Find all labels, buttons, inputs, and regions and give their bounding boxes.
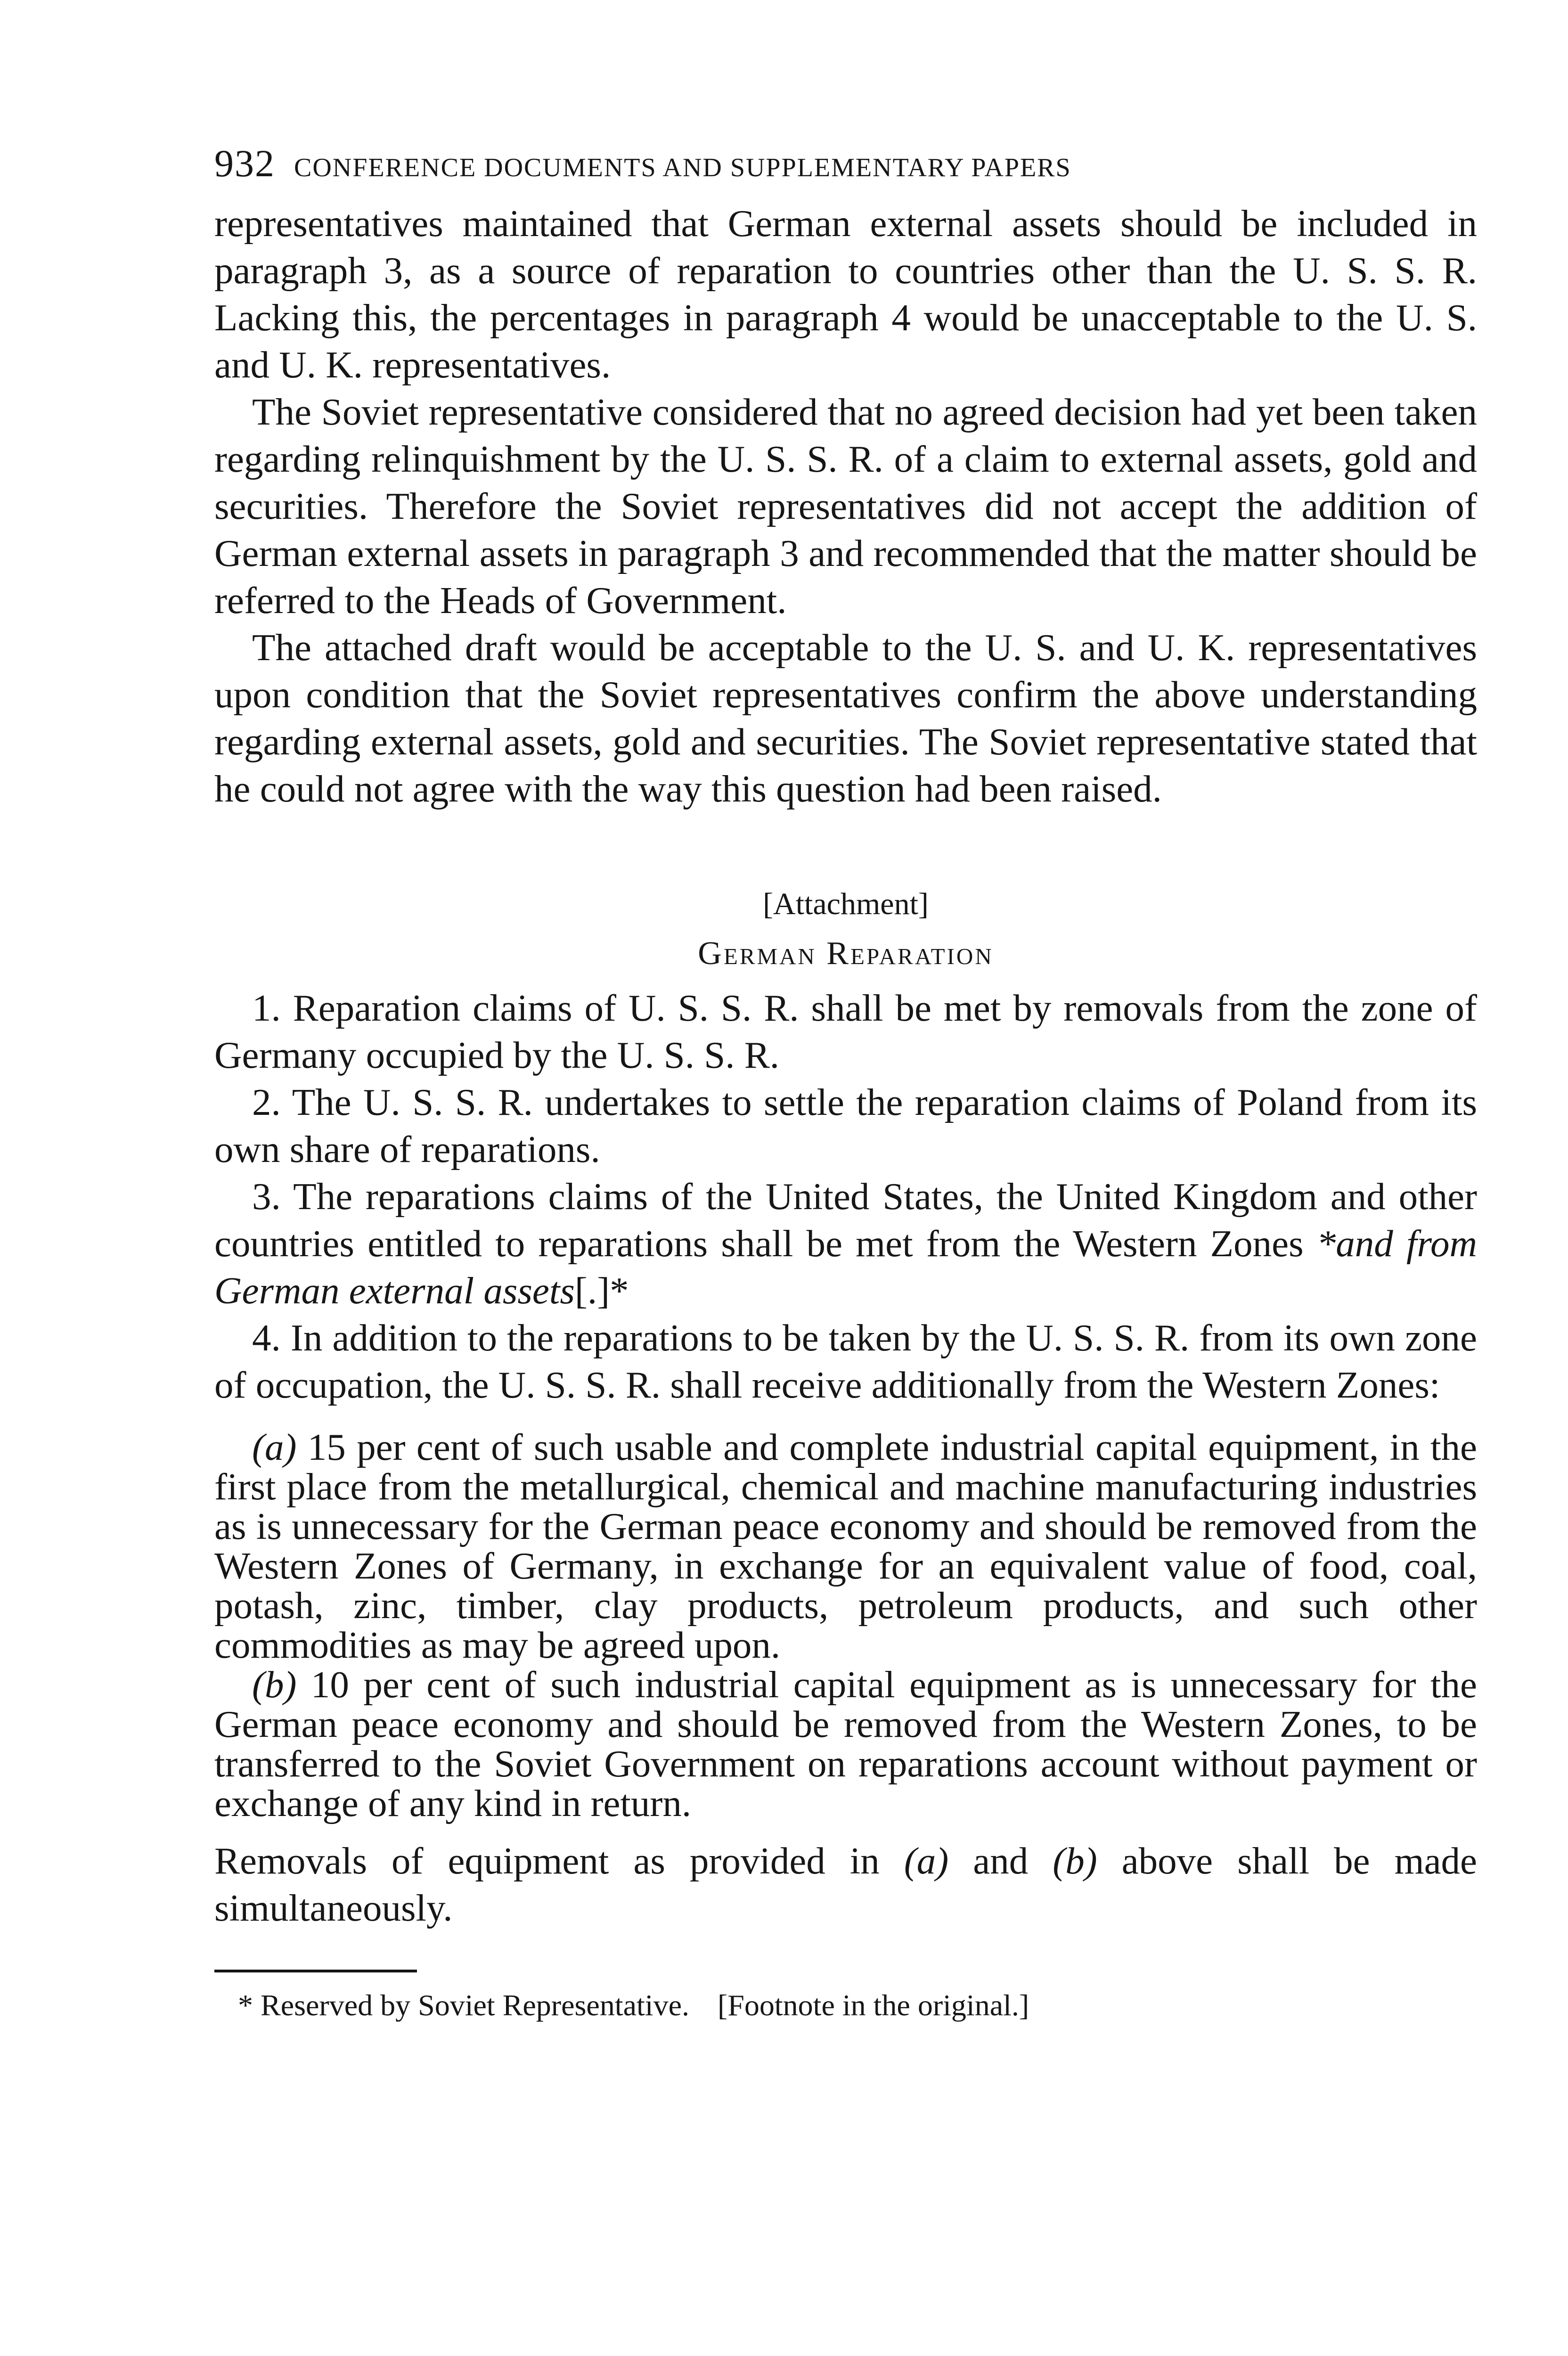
removals-text-end: above shall be made simultaneously. [214, 1840, 1478, 1929]
sub-item-b-text: 10 per cent of such industrial capital equipment as is unnecessary for the German peace economy and should be removed from the Western Zones, to be transferred to the Soviet Government on reparations account without payment or exchange of any kind in return. [214, 1663, 1477, 1824]
attachment-title: German Reparation [698, 935, 994, 972]
item-2: 2. The U. S. S. R. undertakes to settle the reparation claims of Poland from its own share of reparations. [214, 1081, 1477, 1170]
sub-item-a-label: (a) [252, 1426, 297, 1468]
removals-ref-a: (a) [904, 1840, 949, 1882]
body-paragraph-2: The Soviet representative considered that no agreed decision had yet been taken regarding relinquishment by the U. S. S. R. of a claim to external assets, gold and securities. Therefore the Soviet representatives did not accept the addition of German external assets in paragraph 3 and recommended that the matter should be referred to the Heads of Government. [214, 391, 1477, 622]
item-3-italic: *and from German external assets [214, 1222, 1477, 1312]
removals-text-start: Removals of equipment as provided in [214, 1840, 904, 1882]
item-4: 4. In addition to the reparations to be taken by the U. S. S. R. from its own zone of occupation, the U. S. S. R. shall receive additionally from the Western Zones: [214, 1317, 1477, 1406]
sub-item-b [214, 1665, 1477, 1823]
document-page [214, 141, 1477, 2024]
attachment-label: [Attachment] [763, 887, 929, 921]
body-paragraph-1: representatives maintained that German external assets should be included in paragraph 3, as a source of reparation to countries other than the U. S. S. R. Lacking this, the percentages in paragraph 4 would be unacceptable to the U. S. and U. K. representatives. [214, 202, 1477, 386]
body-paragraph-3: The attached draft would be acceptable to the U. S. and U. K. representatives upon condition that the Soviet representatives confirm the above understanding regarding external assets, gold and securities. The Soviet representative stated that he could not agree with the way this question had been raised. [214, 626, 1477, 810]
item-1: 1. Reparation claims of U. S. S. R. shall be met by removals from the zone of Germany occupied by the U. S. S. R. [214, 987, 1477, 1076]
page-number: 932 [214, 142, 275, 185]
sub-item-a [214, 1427, 1477, 1665]
removals-text-and: and [948, 1840, 1053, 1882]
sub-item-a-text: 15 per cent of such usable and complete industrial capital equipment, in the first place from the metallurgical, chemical and machine manufacturing industries as is unnecessary for the German peace economy and should be removed from the Western Zones of Germany, in exchange for an equivalent value of food, coal, potash, zinc, timber, clay products, petroleum products, and such other commodities as may be agreed upon. [214, 1426, 1477, 1666]
running-head [214, 141, 1477, 186]
footnote-rule [214, 1970, 417, 1972]
item-3 [214, 1173, 1477, 1314]
sub-item-b-label: (b) [252, 1663, 297, 1706]
footnote-text: * Reserved by Soviet Representative. [238, 1988, 689, 2022]
removals-paragraph [214, 1837, 1477, 1931]
item-3-text: 3. The reparations claims of the United States, the United Kingdom and other countries entitled to reparations shall be met from the Western Zones [214, 1175, 1477, 1265]
item-3-end: [.]* [574, 1269, 629, 1312]
footnote [214, 1987, 1477, 2024]
running-title: CONFERENCE DOCUMENTS AND SUPPLEMENTARY PAPERS [294, 153, 1071, 182]
sub-items [214, 1427, 1477, 1823]
footnote-note: [Footnote in the original.] [717, 1988, 1029, 2022]
removals-ref-b: (b) [1053, 1840, 1097, 1882]
